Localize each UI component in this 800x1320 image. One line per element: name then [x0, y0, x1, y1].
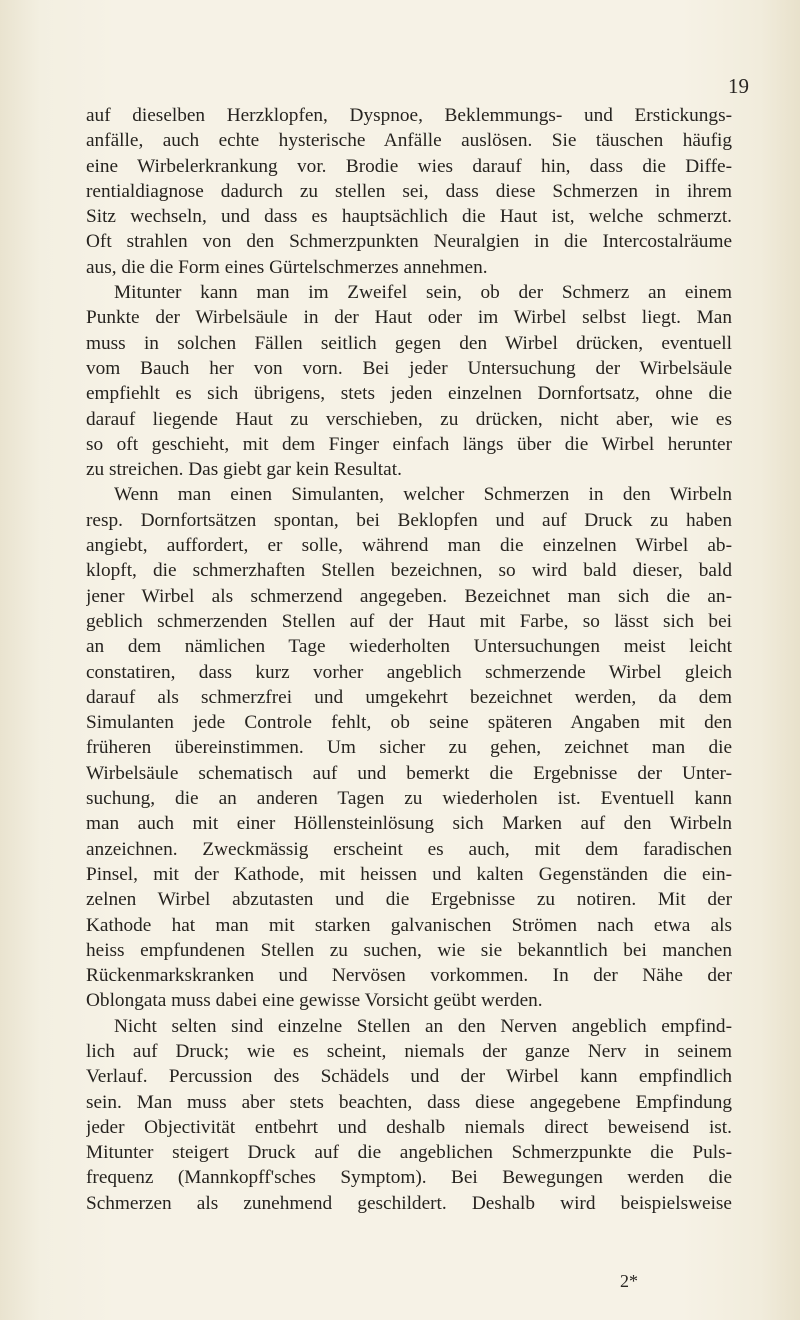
text-line: man auch mit einer Höllensteinlösung sich Marken auf den Wirbeln: [86, 813, 732, 835]
text-line: darauf als schmerzfrei und umgekehrt bezeichnet werden, da dem: [86, 686, 732, 708]
text-line: so oft geschieht, mit dem Finger einfach längs über die Wirbel herunter: [86, 433, 732, 455]
text-line: resp. Dornfortsätzen spontan, bei Beklopfen und auf Druck zu haben: [86, 509, 732, 531]
page-number: 19: [728, 74, 749, 98]
text-line: muss in solchen Fällen seitlich gegen den Wirbel drücken, eventuell: [86, 332, 732, 354]
text-line: auf dieselben Herzklopfen, Dyspnoe, Beklemmungs- und Erstickungs-: [86, 105, 732, 126]
paragraph-start-line: Wenn man einen Simulanten, welcher Schmerzen in den Wirbeln: [114, 484, 732, 506]
text-line: anfälle, auch echte hysterische Anfälle auslösen. Sie täuschen häufig: [86, 130, 732, 152]
text-line: Oft strahlen von den Schmerzpunkten Neuralgien in die Intercostalräume: [86, 231, 732, 253]
text-line: suchung, die an anderen Tagen zu wiederholen ist. Eventuell kann: [86, 788, 732, 810]
text-line: lich auf Druck; wie es scheint, niemals der ganze Nerv in seinem: [86, 1040, 732, 1062]
paragraph-start-line: Mitunter kann man im Zweifel sein, ob der Schmerz an einem: [114, 282, 732, 304]
text-line: Simulanten jede Controle fehlt, ob seine späteren Angaben mit den: [86, 712, 732, 734]
text-line: Kathode hat man mit starken galvanischen Strömen nach etwa als: [86, 914, 732, 936]
body-text: [86, 103, 732, 1216]
text-line: constatiren, dass kurz vorher angeblich schmerzende Wirbel gleich: [86, 661, 732, 683]
text-line: jener Wirbel als schmerzend angegeben. Bezeichnet man sich die an-: [86, 585, 732, 607]
text-line: Oblongata muss dabei eine gewisse Vorsicht geübt werden.: [86, 990, 543, 1012]
text-line: Verlauf. Percussion des Schädels und der Wirbel kann empfindlich: [86, 1066, 732, 1088]
text-line: klopft, die schmerzhaften Stellen bezeichnen, so wird bald dieser, bald: [86, 560, 732, 582]
text-line: rentialdiagnose dadurch zu stellen sei, dass diese Schmerzen in ihrem: [86, 180, 732, 202]
text-line: Sitz wechseln, und dass es hauptsächlich die Haut ist, welche schmerzt.: [86, 206, 732, 228]
text-line: Mitunter steigert Druck auf die angeblichen Schmerzpunkte die Puls-: [86, 1142, 732, 1164]
text-line: früheren übereinstimmen. Um sicher zu gehen, zeichnet man die: [86, 737, 732, 759]
text-line: Wirbelsäule schematisch auf und bemerkt die Ergebnisse der Unter-: [86, 762, 732, 784]
text-line: zelnen Wirbel abzutasten und die Ergebnisse zu notiren. Mit der: [86, 889, 732, 911]
text-line: Schmerzen als zunehmend geschildert. Deshalb wird beispielsweise: [86, 1192, 732, 1214]
text-line: Punkte der Wirbelsäule in der Haut oder im Wirbel selbst liegt. Man: [86, 307, 732, 329]
text-line: vom Bauch her von vorn. Bei jeder Untersuchung der Wirbelsäule: [86, 357, 732, 379]
text-line: Pinsel, mit der Kathode, mit heissen und kalten Gegenständen die ein-: [86, 863, 732, 885]
paragraph-start-line: Nicht selten sind einzelne Stellen an den Nerven angeblich empfind-: [114, 1015, 732, 1037]
text-line: aus, die die Form eines Gürtelschmerzes annehmen.: [86, 256, 488, 278]
text-line: Rückenmarkskranken und Nervösen vorkommen. In der Nähe der: [86, 965, 732, 987]
text-line: heiss empfundenen Stellen zu suchen, wie sie bekanntlich bei manchen: [86, 939, 732, 961]
text-line: zu streichen. Das giebt gar kein Resultat.: [86, 459, 402, 481]
text-line: jeder Objectivität entbehrt und deshalb niemals direct beweisend ist.: [86, 1116, 732, 1138]
text-line: darauf liegende Haut zu verschieben, zu drücken, nicht aber, wie es: [86, 408, 732, 430]
text-line: anzeichnen. Zweckmässig erscheint es auch, mit dem faradischen: [86, 838, 732, 860]
signature-mark: 2*: [620, 1271, 638, 1291]
text-line: frequenz (Mannkopff'sches Symptom). Bei Bewegungen werden die: [86, 1167, 732, 1189]
text-line: sein. Man muss aber stets beachten, dass diese angegebene Empfindung: [86, 1091, 732, 1113]
text-line: empfiehlt es sich übrigens, stets jeden einzelnen Dornfortsatz, ohne die: [86, 383, 732, 405]
text-line: an dem nämlichen Tage wiederholten Untersuchungen meist leicht: [86, 636, 732, 658]
text-line: eine Wirbelerkrankung vor. Brodie wies darauf hin, dass die Diffe-: [86, 155, 732, 177]
text-line: angiebt, auffordert, er solle, während man die einzelnen Wirbel ab-: [86, 535, 732, 557]
text-line: geblich schmerzenden Stellen auf der Haut mit Farbe, so lässt sich bei: [86, 610, 732, 632]
